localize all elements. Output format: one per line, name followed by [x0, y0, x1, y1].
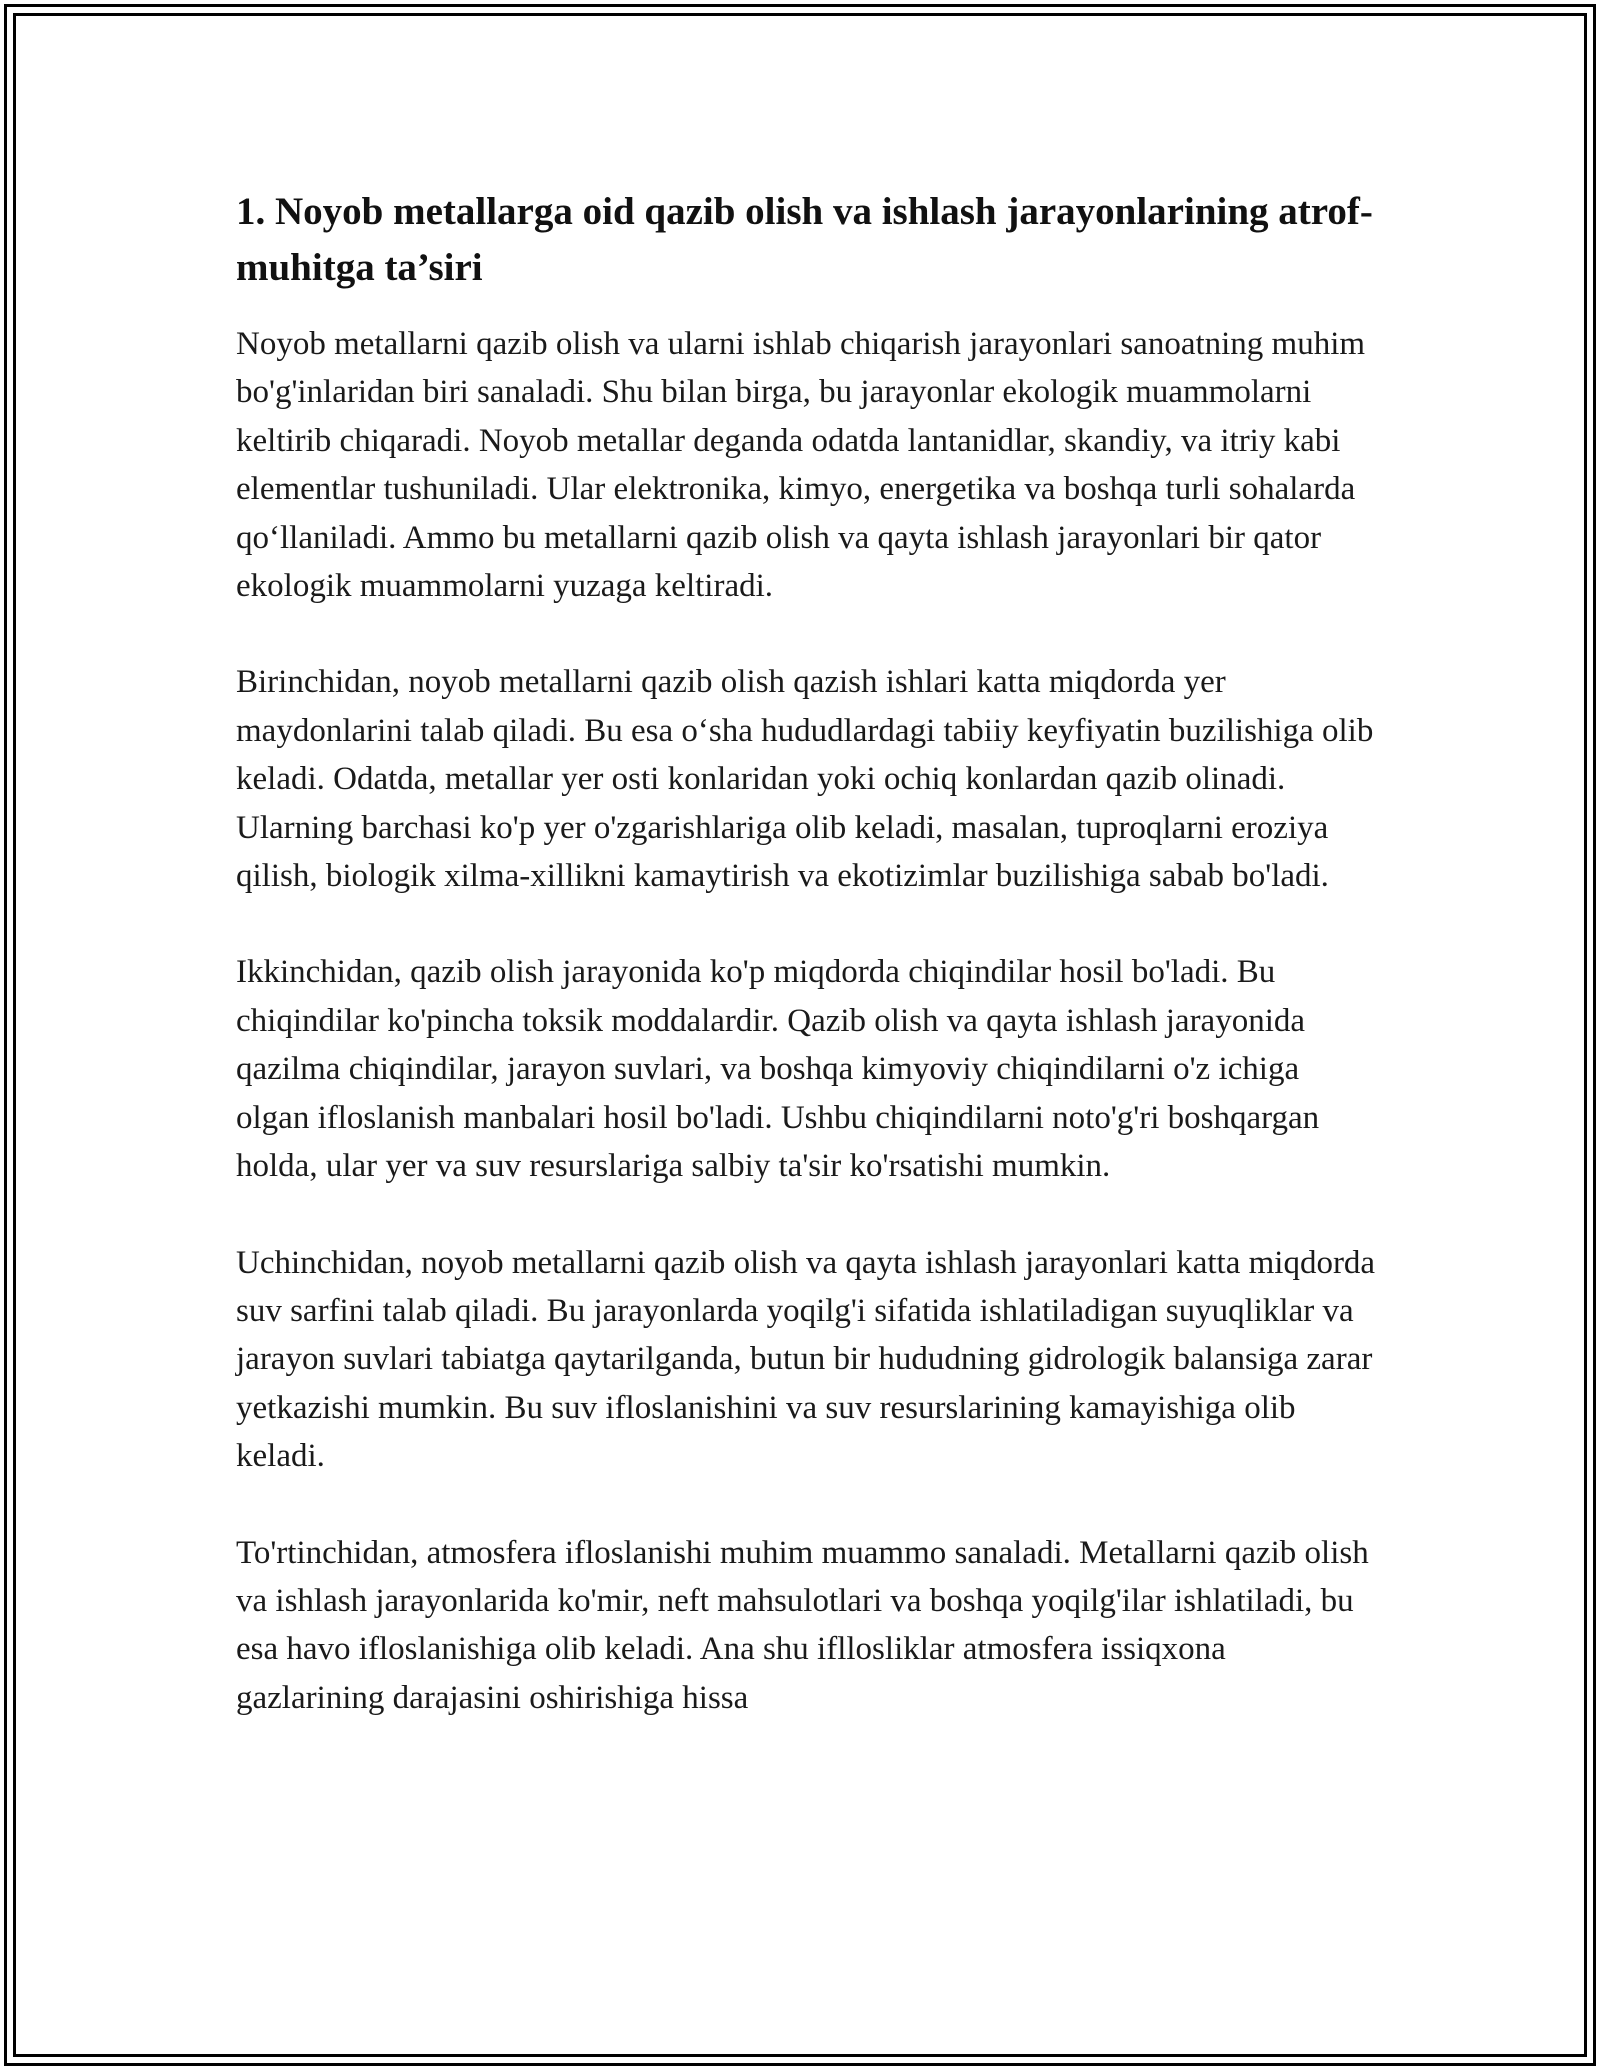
paragraph-second: Ikkinchidan, qazib olish jarayonida ko'p miqdorda chiqindilar hosil bo'ladi. Bu chiqindilar ko'pincha toksik moddalardir. Qazib olish va qayta ishlash jarayonida qazilma chiqindilar, jarayon suvlari, va boshqa kimyoviy chiqindilarni o'z ichiga olgan ifloslanish manbalari hosil bo'ladi. Ushbu chiqindilarni noto'g'ri boshqargan holda, ular yer va suv resurslariga salbiy ta'sir ko'rsatishi mumkin. — [236, 954, 1320, 1185]
section-heading: 1. Noyob metallarga oid qazib olish va ishlash jarayonlarining atrof-muhitga ta’siri — [236, 190, 1373, 289]
paragraph-third: Uchinchidan, noyob metallarni qazib olish va qayta ishlash jarayonlari katta miqdorda suv sarfini talab qiladi. Bu jarayonlarda yoqilg'i sifatida ishlatiladigan suyuqliklar va jarayon suvlari tabiatga qaytarilganda, butun bir hududning gidrologik balansiga zarar yetkazishi mumkin. Bu suv ifloslanishini va suv resurslarining kamayishiga olib keladi. — [236, 1244, 1376, 1475]
document-body — [236, 184, 1376, 1770]
paragraph-fourth: To'rtinchidan, atmosfera ifloslanishi muhim muammo sanaladi. Metallarni qazib olish va ishlash jarayonlarida ko'mir, neft mahsulotlari va boshqa yoqilg'ilar ishlatiladi, bu esa havo ifloslanishiga olib keladi. Ana shu ifllosliklar atmosfera issiqxona gazlarining darajasini oshirishiga hissa — [236, 1534, 1369, 1716]
paragraph-first: Birinchidan, noyob metallarni qazib olish qazish ishlari katta miqdorda yer maydonlarini talab qiladi. Bu esa o‘sha hududlardagi tabiiy keyfiyatin buzilishiga olib keladi. Odatda, metallar yer osti konlaridan yoki ochiq konlardan qazib olinadi. Ularning barchasi ko'p yer o'zgarishlariga olib keladi, masalan, tuproqlarni eroziya qilish, biologik xilma-xillikni kamaytirish va ekotizimlar buzilishiga sabab bo'ladi. — [236, 664, 1374, 895]
paragraph-intro: Noyob metallarni qazib olish va ularni ishlab chiqarish jarayonlari sanoatning muhim bo'g'inlaridan biri sanaladi. Shu bilan birga, bu jarayonlar ekologik muammolarni keltirib chiqaradi. Noyob metallar deganda odatda lantanidlar, skandiy, va itriy kabi elementlar tushuniladi. Ular elektronika, kimyo, energetika va boshqa turli sohalarda qo‘llaniladi. Ammo bu metallarni qazib olish va qayta ishlash jarayonlari bir qator ekologik muammolarni yuzaga keltiradi. — [236, 326, 1366, 605]
